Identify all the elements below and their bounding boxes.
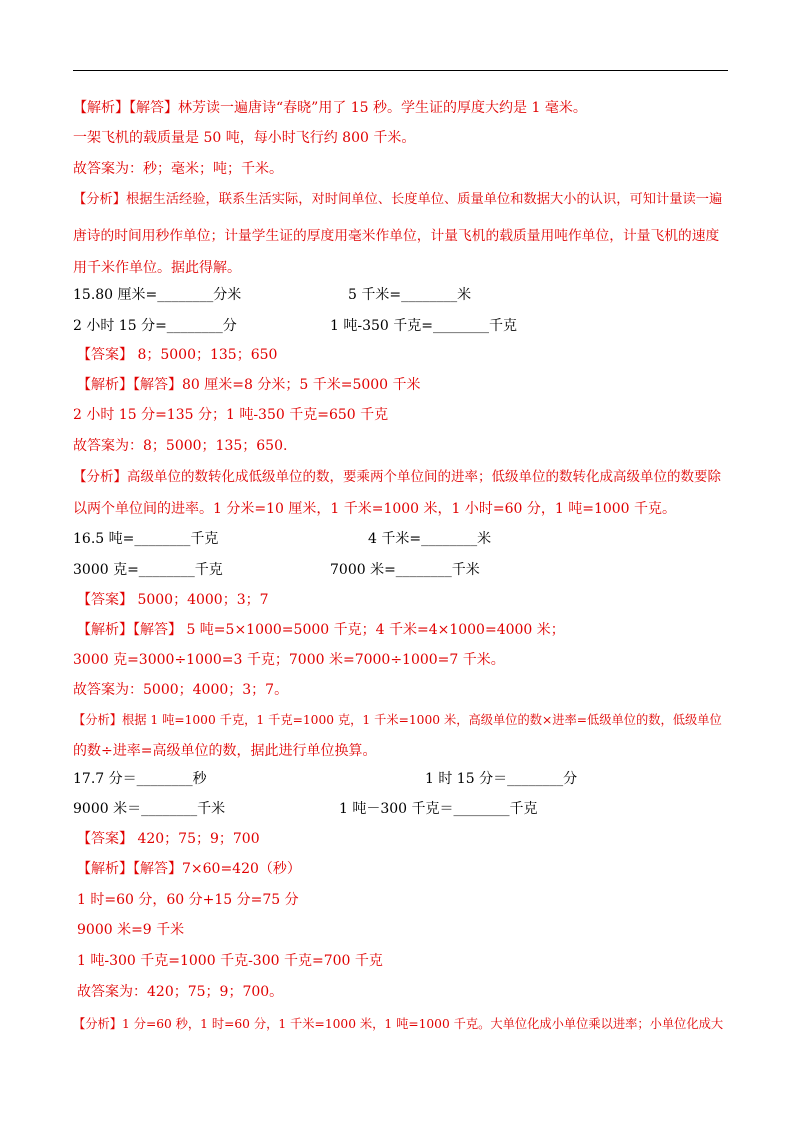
solution-line: 3000 克=3000÷1000=3 千克；7000 米=7000÷1000=7 千米。 (73, 652, 505, 668)
analysis-line: 【分析】1 分=60 秒，1 时=60 分，1 千米=1000 米，1 吨=1000 千克。大单位化成小单位乘以进率；小单位化成大 (73, 1017, 724, 1031)
question-17-right: 1 时 15 分＝________分 (425, 771, 578, 787)
question-15-left: 2 小时 15 分=________分 (73, 318, 237, 334)
analysis-line: 的数÷进率=高级单位的数，据此进行单位换算。 (73, 743, 377, 759)
question-17-right: 1 吨－300 千克＝________千克 (339, 801, 538, 817)
question-17-left: 9000 米＝________千米 (73, 801, 226, 817)
answer-line: 【答案】 5000；4000；3；7 (77, 592, 269, 608)
question-16-right: 4 千米=________米 (368, 531, 492, 547)
question-16-right: 7000 米=________千米 (330, 562, 480, 578)
answer-line: 【答案】 420；75；9；700 (77, 831, 260, 847)
answer-summary: 故答案为：5000；4000；3；7。 (73, 682, 289, 698)
header-rule (73, 70, 728, 71)
analysis-line: 【分析】高级单位的数转化成低级单位的数，要乘两个单位间的进率；低级单位的数转化成高级单位的数要除 (73, 469, 721, 485)
analysis-line: 唐诗的时间用秒作单位；计量学生证的厚度用毫米作单位，计量飞机的载质量用吨作单位，计量飞机的速度 (73, 228, 720, 244)
answer-summary: 故答案为：8；5000；135；650. (73, 438, 288, 454)
analysis-line: 【分析】根据生活经验，联系生活实际，对时间单位、长度单位、质量单位和数据大小的认识，可知计量读一遍 (73, 192, 723, 207)
solution-line: 1 时=60 分，60 分+15 分=75 分 (77, 892, 299, 908)
analysis-line: 【解析】【解答】林芳读一遍唐诗“春晓”用了 15 秒。学生证的厚度大约是 1 毫米。 (73, 100, 587, 116)
solution-line: 2 小时 15 分=135 分；1 吨-350 千克=650 千克 (73, 407, 389, 423)
question-16-left: 3000 克=________千克 (73, 562, 223, 578)
solution-line: 9000 米=9 千米 (77, 922, 185, 938)
solution-line: 【解析】【解答】7×60=420（秒） (77, 861, 301, 877)
question-16-left: 16.5 吨=________千克 (73, 531, 219, 547)
question-17-left: 17.7 分＝________秒 (73, 771, 207, 787)
question-15-right: 5 千米=________米 (348, 287, 472, 303)
answer-summary: 故答案为：420；75；9；700。 (77, 984, 284, 1000)
answer-line: 【答案】 8；5000；135；650 (77, 347, 278, 363)
solution-line: 【解析】【解答】80 厘米=8 分米；5 千米=5000 千米 (77, 377, 421, 393)
question-15-left: 15.80 厘米=________分米 (73, 287, 242, 303)
analysis-line: 一架飞机的载质量是 50 吨，每小时飞行约 800 千米。 (73, 130, 416, 146)
analysis-line: 以两个单位间的进率。1 分米=10 厘米，1 千米=1000 米，1 小时=60 分，1 吨=1000 千克。 (73, 501, 677, 517)
answer-summary: 故答案为：秒；毫米；吨；千米。 (73, 161, 283, 177)
analysis-line: 用千米作单位。据此得解。 (73, 260, 241, 276)
solution-line: 1 吨-300 千克=1000 千克-300 千克=700 千克 (77, 953, 383, 969)
analysis-line: 【分析】根据 1 吨=1000 千克，1 千克=1000 克，1 千米=1000 米，高级单位的数×进率=低级单位的数，低级单位 (73, 713, 722, 727)
question-15-right: 1 吨-350 千克=________千克 (330, 318, 517, 334)
solution-line: 【解析】【解答】 5 吨=5×1000=5000 千克；4 千米=4×1000=4000 米； (77, 622, 565, 638)
